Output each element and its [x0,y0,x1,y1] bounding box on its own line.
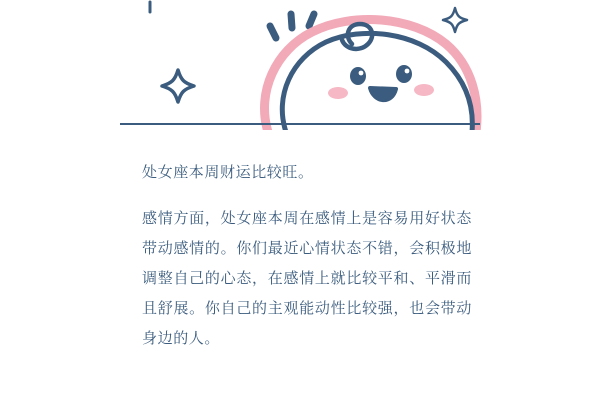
star-sparkle-icon [162,70,194,102]
header-illustration [0,0,600,130]
paragraph-2: 感情方面，处女座本周在感情上是容易用好状态带动感情的。你们最近心情状态不错，会积极地调整自己的心态，在感情上就比较平和、平滑而且舒展。你自己的主观能动性比较强，也会带动身边的人。 [142,210,472,347]
cheek-left [328,87,348,99]
star-sparkle-small-icon [443,8,467,32]
cheek-right [414,84,434,96]
eye-right [396,65,412,83]
paragraph-1: 处女座本周财运比较旺。 [142,164,314,181]
horizontal-divider [120,123,480,125]
eye-left [350,67,366,85]
article-body [142,158,472,354]
